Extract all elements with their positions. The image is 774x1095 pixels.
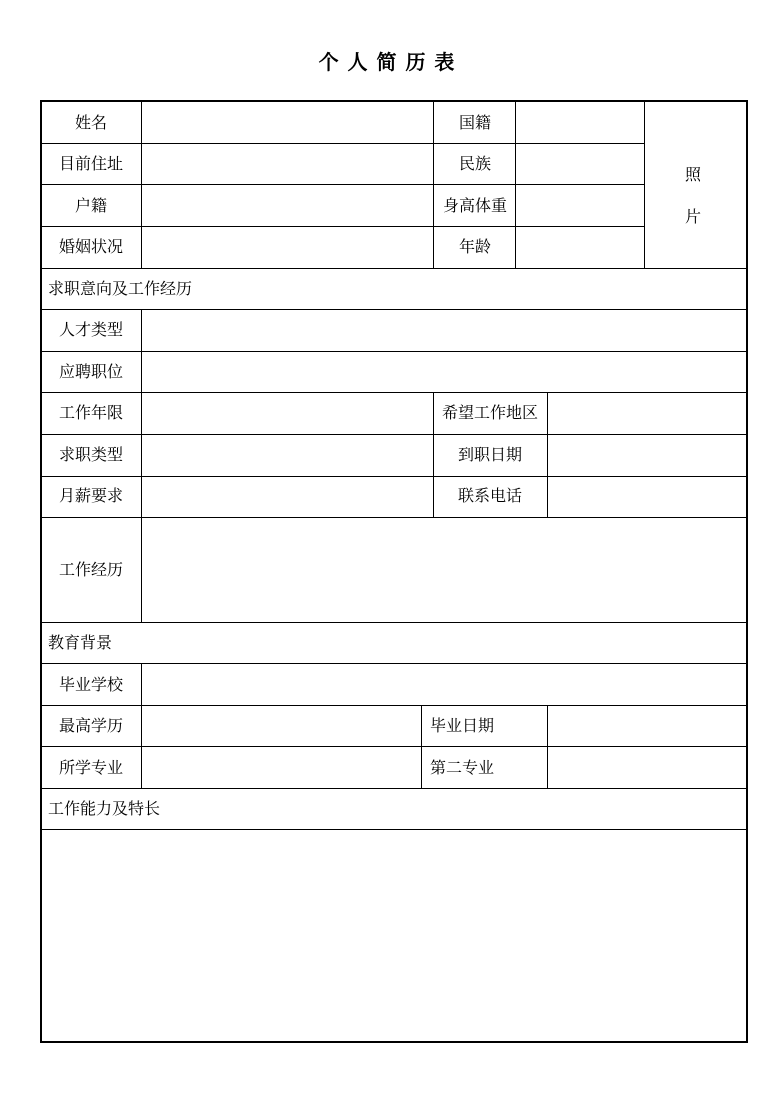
work-years-field[interactable] <box>143 394 432 433</box>
phone-field[interactable] <box>549 478 746 516</box>
job-section-header: 求职意向及工作经历 <box>48 279 193 298</box>
photo-area[interactable] <box>646 103 746 267</box>
column-divider <box>433 392 434 517</box>
work-years-label: 工作年限 <box>58 403 124 422</box>
nationality-field[interactable] <box>517 103 643 142</box>
degree-field[interactable] <box>143 707 420 745</box>
skills-section-header: 工作能力及特长 <box>48 799 161 818</box>
name-field[interactable] <box>143 103 432 142</box>
row-divider <box>41 788 747 789</box>
talent-type-label: 人才类型 <box>58 320 124 339</box>
ethnicity-label: 民族 <box>458 154 492 173</box>
row-divider <box>41 268 747 269</box>
grad-date-label: 毕业日期 <box>430 716 495 735</box>
household-field[interactable] <box>143 186 432 225</box>
row-divider <box>41 705 747 706</box>
position-field[interactable] <box>143 353 746 391</box>
row-divider <box>41 184 644 185</box>
school-label: 毕业学校 <box>58 675 124 694</box>
row-divider <box>41 309 747 310</box>
desired-area-field[interactable] <box>549 394 746 433</box>
second-major-field[interactable] <box>549 748 746 787</box>
photo-label-bottom: 片 <box>684 207 702 226</box>
skills-field[interactable] <box>42 831 746 1041</box>
row-divider <box>41 392 747 393</box>
experience-label: 工作经历 <box>58 560 124 579</box>
column-divider <box>141 309 142 622</box>
age-field[interactable] <box>517 228 643 267</box>
row-divider <box>41 746 747 747</box>
row-divider <box>41 622 747 623</box>
row-divider <box>41 226 644 227</box>
marital-status-field[interactable] <box>143 228 432 267</box>
start-date-label: 到职日期 <box>457 445 523 464</box>
desired-area-label: 希望工作地区 <box>441 403 539 422</box>
major-field[interactable] <box>143 748 420 787</box>
photo-label-top: 照 <box>684 165 702 184</box>
column-divider <box>141 101 142 268</box>
column-divider <box>421 705 422 788</box>
major-label: 所学专业 <box>58 758 124 777</box>
column-divider <box>547 392 548 517</box>
household-label: 户籍 <box>74 196 108 215</box>
school-field[interactable] <box>143 665 746 704</box>
row-divider <box>41 829 747 830</box>
row-divider <box>41 434 747 435</box>
address-label: 目前住址 <box>58 154 124 173</box>
page-title: 个 人 简 历 表 <box>318 50 456 74</box>
height-weight-label: 身高体重 <box>442 196 508 215</box>
row-divider <box>41 143 644 144</box>
talent-type-field[interactable] <box>143 311 746 350</box>
ethnicity-field[interactable] <box>517 145 643 183</box>
row-divider <box>41 517 747 518</box>
age-label: 年龄 <box>458 237 492 256</box>
name-label: 姓名 <box>74 113 108 132</box>
nationality-label: 国籍 <box>458 113 492 132</box>
start-date-field[interactable] <box>549 436 746 475</box>
row-divider <box>41 663 747 664</box>
row-divider <box>41 351 747 352</box>
column-divider <box>515 101 516 268</box>
job-type-field[interactable] <box>143 436 432 475</box>
address-field[interactable] <box>143 145 432 183</box>
job-type-label: 求职类型 <box>58 445 124 464</box>
marital-status-label: 婚姻状况 <box>58 237 124 256</box>
grad-date-field[interactable] <box>549 707 746 745</box>
experience-field[interactable] <box>143 519 746 621</box>
column-divider <box>644 101 645 268</box>
height-weight-field[interactable] <box>517 186 643 225</box>
column-divider <box>433 101 434 268</box>
phone-label: 联系电话 <box>457 486 523 505</box>
education-section-header: 教育背景 <box>48 633 113 652</box>
degree-label: 最高学历 <box>58 716 124 735</box>
row-divider <box>41 476 747 477</box>
column-divider <box>141 663 142 788</box>
position-label: 应聘职位 <box>58 362 124 381</box>
salary-label: 月薪要求 <box>58 486 124 505</box>
column-divider <box>547 705 548 788</box>
salary-field[interactable] <box>143 478 432 516</box>
second-major-label: 第二专业 <box>430 758 495 777</box>
